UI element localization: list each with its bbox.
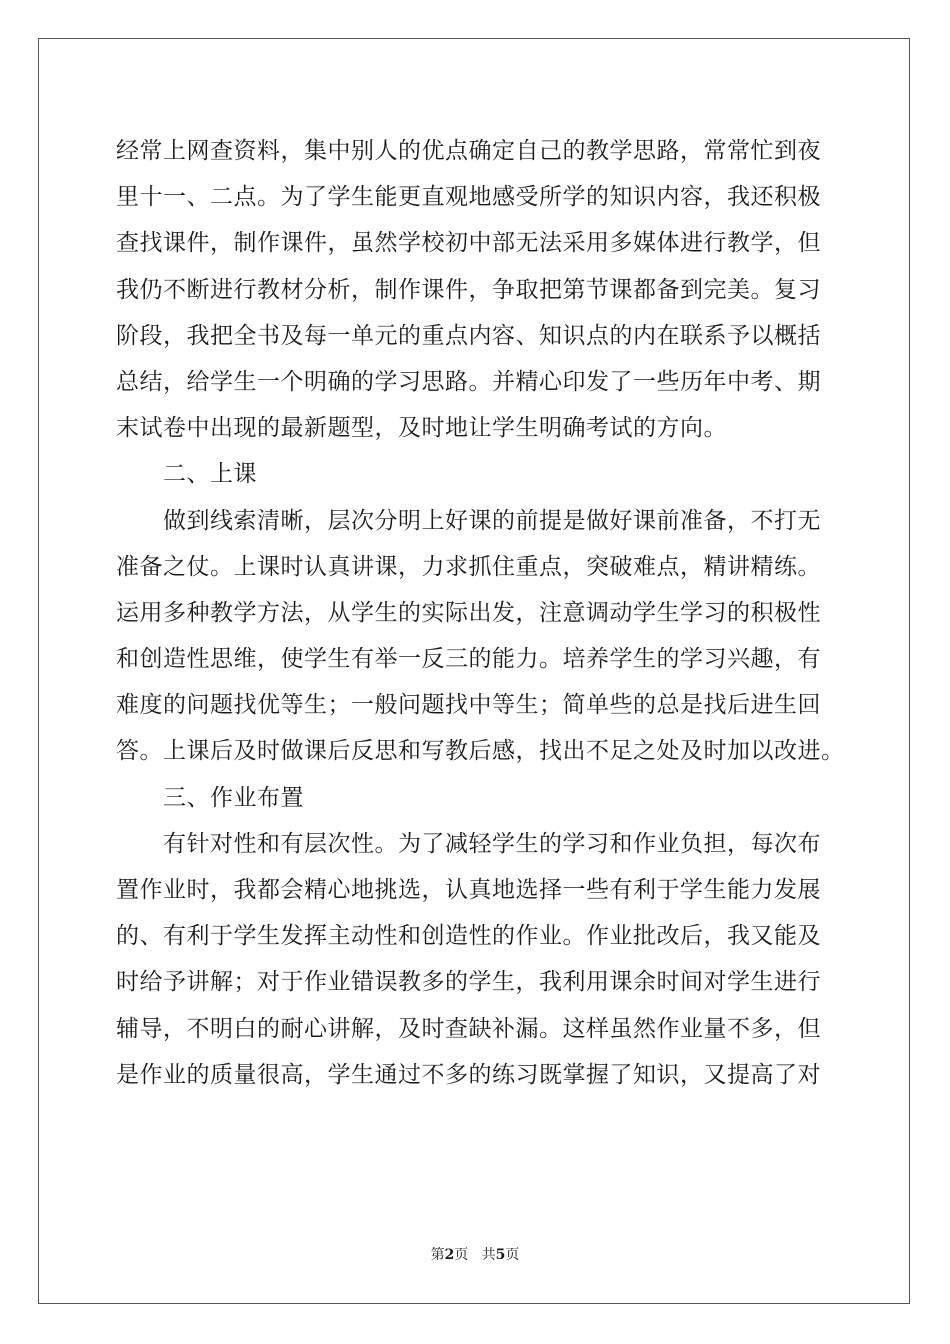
text-line: 运用多种教学方法，从学生的实际出发，注意调动学生学习的积极性	[116, 599, 821, 626]
text-line: 阶段，我把全书及每一单元的重点内容、知识点的内在联系予以概括	[116, 322, 821, 349]
text-line: 和创造性思维，使学生有举一反三的能力。培养学生的学习兴趣，有	[116, 646, 821, 673]
text-line: 里十一、二点。为了学生能更直观地感受所学的知识内容，我还积极	[116, 184, 821, 211]
text-line: 做到线索清晰，层次分明上好课的前提是做好课前准备，不打无	[116, 507, 821, 534]
text-line: 查找课件，制作课件，虽然学校初中部无法采用多媒体进行教学，但	[116, 230, 821, 257]
text-line: 的、有利于学生发挥主动性和创造性的作业。作业批改后，我又能及	[116, 923, 821, 950]
section-heading: 三、作业布置	[116, 784, 304, 811]
page-footer	[0, 1244, 950, 1264]
text-line: 时给予讲解；对于作业错误教多的学生，我利用课余时间对学生进行	[116, 969, 821, 996]
total-unit: 页	[505, 1247, 520, 1263]
section-heading: 二、上课	[116, 461, 257, 488]
text-line: 准备之仗。上课时认真讲课，力求抓住重点，突破难点，精讲精练。	[116, 553, 821, 580]
total-prefix: 共	[481, 1247, 496, 1263]
document-body	[116, 128, 845, 1098]
total-pages: 5	[495, 1247, 506, 1263]
text-line: 经常上网查资料，集中别人的优点确定自己的教学思路，常常忙到夜	[116, 138, 821, 164]
text-line: 置作业时，我都会精心地挑选，认真地选择一些有利于学生能力发展	[116, 877, 821, 903]
text-line: 我仍不断进行教材分析，制作课件，争取把第节课都备到完美。复习	[116, 276, 821, 303]
text-line: 是作业的质量很高，学生通过不多的练习既掌握了知识，又提高了对	[116, 1061, 821, 1088]
text-line: 有针对性和有层次性。为了减轻学生的学习和作业负担，每次布	[116, 830, 821, 857]
text-line: 辅导，不明白的耐心讲解，及时查缺补漏。这样虽然作业量不多，但	[116, 1015, 821, 1042]
text-line: 答。上课后及时做课后反思和写教后感，找出不足之处及时加以改进。	[116, 738, 845, 765]
text-line: 末试卷中出现的最新题型，及时地让学生明确考试的方向。	[116, 415, 727, 442]
page-number: 2	[444, 1247, 455, 1263]
text-line: 难度的问题找优等生；一般问题找中等生；简单些的总是找后进生回	[116, 692, 821, 719]
page-prefix: 第	[430, 1247, 445, 1263]
page-unit: 页	[454, 1247, 469, 1263]
text-line: 总结，给学生一个明确的学习思路。并精心印发了一些历年中考、期	[116, 368, 821, 395]
